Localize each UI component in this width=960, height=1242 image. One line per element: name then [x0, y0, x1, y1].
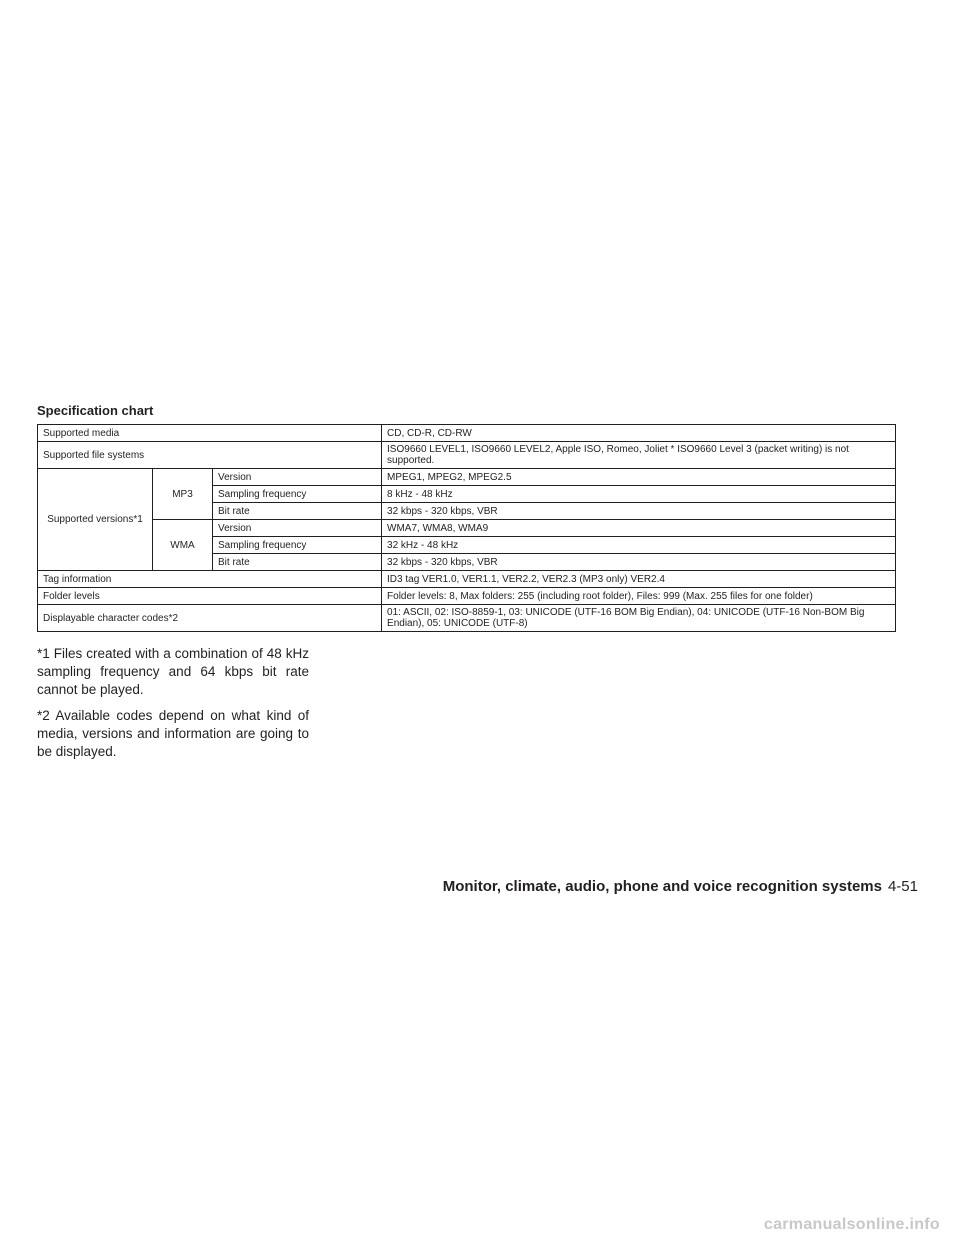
folder-levels-value: Folder levels: 8, Max folders: 255 (including root folder), Files: 999 (Max. 255 files for one folder) [382, 588, 896, 605]
table-row [38, 520, 896, 537]
supported-media-value: CD, CD-R, CD-RW [382, 425, 896, 442]
footnote-1: *1 Files created with a combination of 48 kHz sampling frequency and 64 kbps bit rate cannot be played. [37, 646, 309, 697]
table-row [38, 442, 896, 469]
mp3-sampling-label: Sampling frequency [213, 486, 382, 503]
wma-version-value: WMA7, WMA8, WMA9 [382, 520, 896, 537]
watermark: carmanualsonline.info [763, 1216, 940, 1233]
mp3-version-value: MPEG1, MPEG2, MPEG2.5 [382, 469, 896, 486]
supported-file-systems-value: ISO9660 LEVEL1, ISO9660 LEVEL2, Apple ISO, Romeo, Joliet * ISO9660 Level 3 (packet writing) is not supported. [382, 442, 896, 469]
mp3-label: MP3 [153, 469, 213, 520]
mp3-bitrate-value: 32 kbps - 320 kbps, VBR [382, 503, 896, 520]
page-footer [443, 878, 918, 895]
supported-versions-label: Supported versions*1 [38, 469, 153, 571]
character-codes-value: 01: ASCII, 02: ISO-8859-1, 03: UNICODE (UTF-16 BOM Big Endian), 04: UNICODE (UTF-16 Non-BOM Big Endian), 05: UNICODE (UTF-8) [382, 605, 896, 632]
footer-section-name: Monitor, climate, audio, phone and voice recognition systems [442, 878, 882, 895]
footnotes [37, 645, 309, 769]
mp3-sampling-value: 8 kHz - 48 kHz [382, 486, 896, 503]
section-title: Specification chart [37, 403, 154, 418]
wma-version-label: Version [213, 520, 382, 537]
table-row [38, 425, 896, 442]
wma-sampling-value: 32 kHz - 48 kHz [382, 537, 896, 554]
table-row [38, 605, 896, 632]
mp3-version-label: Version [213, 469, 382, 486]
folder-levels-label: Folder levels [38, 588, 382, 605]
table-row [38, 588, 896, 605]
supported-file-systems-label: Supported file systems [38, 442, 382, 469]
footnote-2: *2 Available codes depend on what kind of media, versions and information are going to be displayed. [37, 708, 309, 759]
mp3-bitrate-label: Bit rate [213, 503, 382, 520]
table-row [38, 571, 896, 588]
character-codes-label: Displayable character codes*2 [38, 605, 382, 632]
specification-table [37, 424, 896, 632]
wma-label: WMA [153, 520, 213, 571]
supported-media-label: Supported media [38, 425, 382, 442]
table-row [38, 469, 896, 486]
wma-bitrate-label: Bit rate [213, 554, 382, 571]
page-number: 4-51 [887, 878, 918, 895]
wma-bitrate-value: 32 kbps - 320 kbps, VBR [382, 554, 896, 571]
tag-information-value: ID3 tag VER1.0, VER1.1, VER2.2, VER2.3 (MP3 only) VER2.4 [382, 571, 896, 588]
tag-information-label: Tag information [38, 571, 382, 588]
wma-sampling-label: Sampling frequency [213, 537, 382, 554]
